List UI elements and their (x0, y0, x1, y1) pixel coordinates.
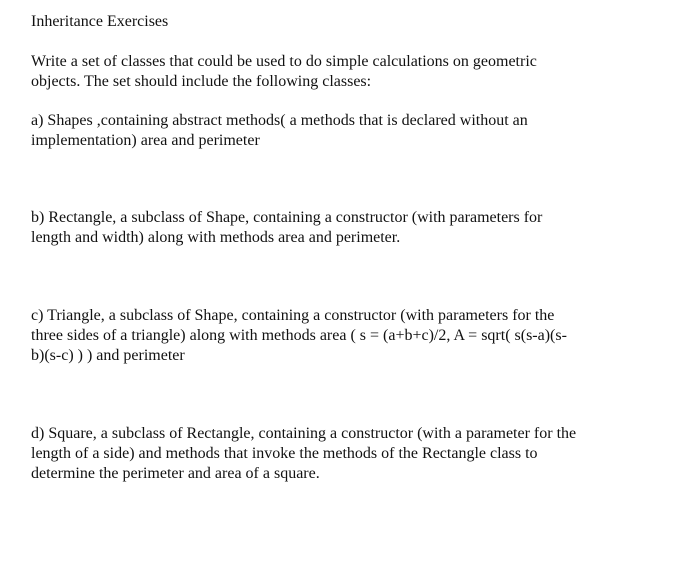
item-c-line-1: c) Triangle, a subclass of Shape, containing a constructor (with parameters for the (31, 307, 555, 324)
item-b-line-2: length and width) along with methods area and perimeter. (31, 229, 401, 246)
item-d-line-1: d) Square, a subclass of Rectangle, containing a constructor (with a parameter for the (31, 425, 577, 442)
item-d-line-3: determine the perimeter and area of a square. (31, 465, 320, 482)
item-c-line-2: three sides of a triangle) along with methods area ( s = (a+b+c)/2, A = sqrt( s(s-a)(s- (31, 327, 567, 344)
document-title: Inheritance Exercises (31, 13, 169, 30)
item-a-line-2: implementation) area and perimeter (31, 132, 260, 149)
item-a-line-1: a) Shapes ,containing abstract methods( a methods that is declared without an (31, 112, 528, 129)
item-b-line-1: b) Rectangle, a subclass of Shape, containing a constructor (with parameters for (31, 209, 543, 226)
item-c-line-3: b)(s-c) ) ) and perimeter (31, 347, 185, 364)
intro-line-2: objects. The set should include the following classes: (31, 73, 372, 90)
item-d-line-2: length of a side) and methods that invoke the methods of the Rectangle class to (31, 445, 538, 462)
intro-line-1: Write a set of classes that could be used to do simple calculations on geometric (31, 53, 537, 70)
